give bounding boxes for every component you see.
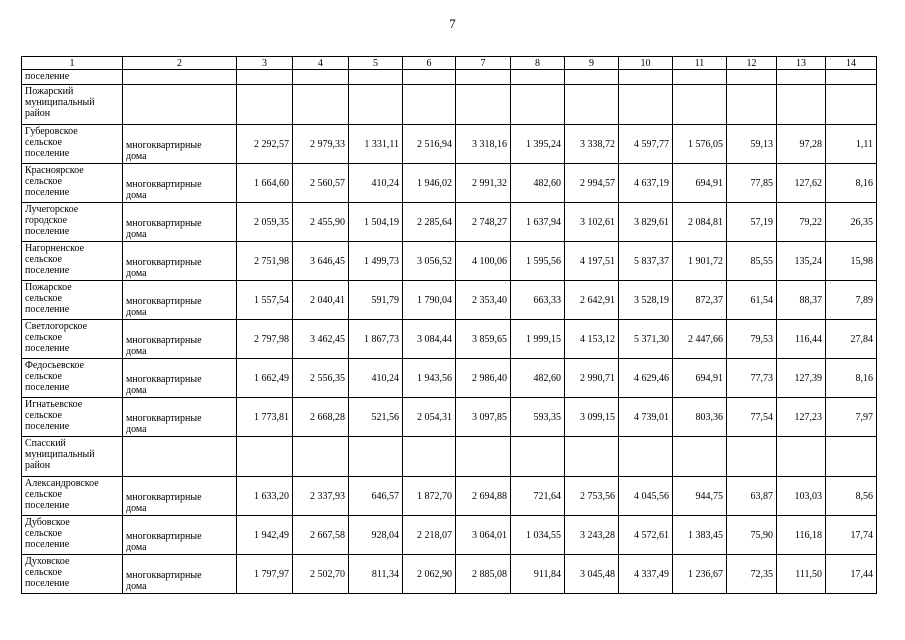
settlement-name-line: Александровское — [25, 478, 99, 489]
value-cell — [565, 437, 619, 477]
value-cell: 77,54 — [727, 398, 777, 437]
value-cell — [511, 70, 565, 85]
housing-type-cell — [123, 477, 237, 516]
value-cell: 85,55 — [727, 242, 777, 281]
value-cell: 944,75 — [673, 477, 727, 516]
value-cell: 3 056,52 — [403, 242, 456, 281]
district-row — [22, 85, 877, 125]
column-header: 6 — [403, 57, 456, 70]
value-cell: 3 097,85 — [456, 398, 511, 437]
value-cell: 410,24 — [349, 164, 403, 203]
value-cell: 721,64 — [511, 477, 565, 516]
housing-type-cell — [123, 437, 237, 477]
value-cell: 1 331,11 — [349, 125, 403, 164]
value-cell: 3 099,15 — [565, 398, 619, 437]
value-cell: 61,54 — [727, 281, 777, 320]
value-cell — [293, 70, 349, 85]
settlement-name-line: поселение — [25, 539, 70, 550]
value-cell: 1 504,19 — [349, 203, 403, 242]
value-cell — [403, 70, 456, 85]
housing-type-cell — [123, 70, 237, 85]
value-cell: 2 516,94 — [403, 125, 456, 164]
value-cell: 77,73 — [727, 359, 777, 398]
housing-type-line: многоквартирные — [126, 257, 202, 268]
value-cell — [349, 70, 403, 85]
housing-type-line: дома — [126, 503, 147, 514]
housing-type-line: дома — [126, 307, 147, 318]
value-cell: 663,33 — [511, 281, 565, 320]
table-row — [22, 359, 877, 398]
continuation-row — [22, 70, 877, 85]
column-header: 12 — [727, 57, 777, 70]
settlement-name-cell — [22, 203, 123, 242]
value-cell — [565, 70, 619, 85]
value-cell: 1 901,72 — [673, 242, 727, 281]
value-cell: 803,36 — [673, 398, 727, 437]
value-cell: 2 353,40 — [456, 281, 511, 320]
housing-type-cell — [123, 320, 237, 359]
value-cell: 3 102,61 — [565, 203, 619, 242]
value-cell: 2 990,71 — [565, 359, 619, 398]
value-cell: 2 455,90 — [293, 203, 349, 242]
table-body — [22, 70, 877, 594]
housing-type-line: дома — [126, 229, 147, 240]
settlement-name-line: сельское — [25, 332, 62, 343]
value-cell: 4 100,06 — [456, 242, 511, 281]
settlement-name-line: сельское — [25, 176, 62, 187]
table-row — [22, 281, 877, 320]
settlement-name-line: сельское — [25, 410, 62, 421]
settlement-name-line: район — [25, 460, 51, 471]
value-cell: 2 059,35 — [237, 203, 293, 242]
settlement-name-cell — [22, 242, 123, 281]
value-cell: 59,13 — [727, 125, 777, 164]
value-cell: 26,35 — [826, 203, 877, 242]
housing-type-cell — [123, 516, 237, 555]
value-cell: 3 045,48 — [565, 555, 619, 594]
settlement-name-line: Пожарский — [25, 86, 74, 97]
value-cell: 3 084,44 — [403, 320, 456, 359]
value-cell: 2 560,57 — [293, 164, 349, 203]
table-row — [22, 477, 877, 516]
value-cell: 2 084,81 — [673, 203, 727, 242]
value-cell: 79,22 — [777, 203, 826, 242]
value-cell — [727, 70, 777, 85]
value-cell: 694,91 — [673, 359, 727, 398]
value-cell — [673, 85, 727, 125]
value-cell — [237, 437, 293, 477]
value-cell: 591,79 — [349, 281, 403, 320]
settlement-name-line: поселение — [25, 382, 70, 393]
housing-type-line: дома — [126, 190, 147, 201]
housing-type-cell — [123, 281, 237, 320]
value-cell: 79,53 — [727, 320, 777, 359]
settlement-name-line: Игнатьевское — [25, 399, 83, 410]
column-header: 8 — [511, 57, 565, 70]
settlement-name-line: сельское — [25, 528, 62, 539]
value-cell: 8,16 — [826, 164, 877, 203]
value-cell: 2 337,93 — [293, 477, 349, 516]
housing-type-line: дома — [126, 268, 147, 279]
housing-type-cell — [123, 85, 237, 125]
settlement-name-cell — [22, 164, 123, 203]
housing-type-line: дома — [126, 346, 147, 357]
value-cell — [349, 85, 403, 125]
value-cell — [511, 85, 565, 125]
value-cell: 72,35 — [727, 555, 777, 594]
settlement-name-line: сельское — [25, 567, 62, 578]
value-cell — [777, 85, 826, 125]
value-cell: 8,56 — [826, 477, 877, 516]
value-cell: 872,37 — [673, 281, 727, 320]
value-cell: 116,44 — [777, 320, 826, 359]
column-header: 10 — [619, 57, 673, 70]
value-cell: 2 062,90 — [403, 555, 456, 594]
value-cell: 4 197,51 — [565, 242, 619, 281]
value-cell: 4 637,19 — [619, 164, 673, 203]
value-cell: 694,91 — [673, 164, 727, 203]
value-cell — [565, 85, 619, 125]
value-cell: 111,50 — [777, 555, 826, 594]
value-cell: 482,60 — [511, 164, 565, 203]
value-cell: 15,98 — [826, 242, 877, 281]
value-cell: 646,57 — [349, 477, 403, 516]
value-cell: 7,89 — [826, 281, 877, 320]
settlement-name-line: Дубовское — [25, 517, 70, 528]
settlement-name-cell — [22, 555, 123, 594]
value-cell: 1 797,97 — [237, 555, 293, 594]
housing-type-line: дома — [126, 424, 147, 435]
value-cell: 1 637,94 — [511, 203, 565, 242]
housing-type-line: многоквартирные — [126, 413, 202, 424]
value-cell: 2 285,64 — [403, 203, 456, 242]
settlement-name-line: поселение — [25, 265, 70, 276]
district-row — [22, 437, 877, 477]
value-cell: 1 395,24 — [511, 125, 565, 164]
value-cell — [456, 85, 511, 125]
value-cell: 2 753,56 — [565, 477, 619, 516]
value-cell: 2 979,33 — [293, 125, 349, 164]
value-cell: 4 739,01 — [619, 398, 673, 437]
settlement-name-line: сельское — [25, 137, 62, 148]
value-cell: 75,90 — [727, 516, 777, 555]
column-header: 7 — [456, 57, 511, 70]
table-row — [22, 164, 877, 203]
value-cell: 4 572,61 — [619, 516, 673, 555]
settlement-name-line: поселение — [25, 421, 70, 432]
settlement-name-cell — [22, 398, 123, 437]
settlement-name-line: Губеровское — [25, 126, 78, 137]
table-row — [22, 320, 877, 359]
table-row — [22, 516, 877, 555]
settlement-name-line: поселение — [25, 187, 70, 198]
value-cell: 410,24 — [349, 359, 403, 398]
settlement-name-line: поселение — [25, 500, 70, 511]
value-cell: 2 040,41 — [293, 281, 349, 320]
value-cell: 3 646,45 — [293, 242, 349, 281]
value-cell: 1 633,20 — [237, 477, 293, 516]
value-cell: 2 054,31 — [403, 398, 456, 437]
settlement-name-line: поселение — [25, 343, 70, 354]
value-cell: 1 576,05 — [673, 125, 727, 164]
value-cell: 2 447,66 — [673, 320, 727, 359]
settlement-name-line: поселение — [25, 226, 70, 237]
value-cell — [403, 437, 456, 477]
value-cell: 1 034,55 — [511, 516, 565, 555]
value-cell: 3 243,28 — [565, 516, 619, 555]
value-cell: 2 994,57 — [565, 164, 619, 203]
settlement-name-line: сельское — [25, 371, 62, 382]
settlement-name-cell — [22, 320, 123, 359]
value-cell: 2 502,70 — [293, 555, 349, 594]
housing-type-cell — [123, 125, 237, 164]
settlement-name-line: Спасский — [25, 438, 66, 449]
value-cell: 57,19 — [727, 203, 777, 242]
housing-type-line: многоквартирные — [126, 335, 202, 346]
value-cell: 2 991,32 — [456, 164, 511, 203]
value-cell — [349, 437, 403, 477]
column-header: 3 — [237, 57, 293, 70]
value-cell: 4 629,46 — [619, 359, 673, 398]
housing-type-line: многоквартирные — [126, 570, 202, 581]
settlement-name-cell — [22, 70, 123, 85]
housing-type-line: дома — [126, 151, 147, 162]
value-cell: 2 986,40 — [456, 359, 511, 398]
value-cell: 2 751,98 — [237, 242, 293, 281]
value-cell: 2 748,27 — [456, 203, 511, 242]
value-cell — [456, 437, 511, 477]
housing-type-cell — [123, 359, 237, 398]
settlement-name-cell — [22, 85, 123, 125]
value-cell — [777, 70, 826, 85]
page-number: 7 — [449, 16, 456, 31]
value-cell: 1 946,02 — [403, 164, 456, 203]
value-cell: 3 528,19 — [619, 281, 673, 320]
value-cell — [673, 70, 727, 85]
value-cell — [826, 437, 877, 477]
settlement-name-cell — [22, 125, 123, 164]
column-header: 5 — [349, 57, 403, 70]
value-cell: 7,97 — [826, 398, 877, 437]
value-cell: 63,87 — [727, 477, 777, 516]
value-cell: 1 943,56 — [403, 359, 456, 398]
value-cell: 17,44 — [826, 555, 877, 594]
settlement-name-line: Лучегорское — [25, 204, 79, 215]
table-row — [22, 555, 877, 594]
value-cell: 8,16 — [826, 359, 877, 398]
value-cell: 88,37 — [777, 281, 826, 320]
value-cell: 2 797,98 — [237, 320, 293, 359]
value-cell: 116,18 — [777, 516, 826, 555]
housing-type-line: многоквартирные — [126, 492, 202, 503]
value-cell: 135,24 — [777, 242, 826, 281]
value-cell: 2 885,08 — [456, 555, 511, 594]
settlement-name-line: Нагорненское — [25, 243, 85, 254]
settlement-name-line: сельское — [25, 293, 62, 304]
settlement-name-cell — [22, 281, 123, 320]
table-row — [22, 203, 877, 242]
value-cell: 4 153,12 — [565, 320, 619, 359]
value-cell: 1,11 — [826, 125, 877, 164]
settlement-name-cell — [22, 516, 123, 555]
housing-type-line: дома — [126, 385, 147, 396]
housing-type-line: многоквартирные — [126, 374, 202, 385]
value-cell: 3 462,45 — [293, 320, 349, 359]
settlement-name-line: Федосьевское — [25, 360, 84, 371]
settlement-name-line: Пожарское — [25, 282, 72, 293]
value-cell: 127,23 — [777, 398, 826, 437]
value-cell: 4 045,56 — [619, 477, 673, 516]
value-cell: 4 337,49 — [619, 555, 673, 594]
value-cell: 1 942,49 — [237, 516, 293, 555]
settlement-name-line: муниципальный — [25, 449, 95, 460]
settlement-name-line: городское — [25, 215, 68, 226]
settlement-name-line: Духовское — [25, 556, 70, 567]
settlement-name-line: Красноярское — [25, 165, 84, 176]
value-cell: 103,03 — [777, 477, 826, 516]
settlement-name-line: сельское — [25, 254, 62, 265]
value-cell: 3 859,65 — [456, 320, 511, 359]
value-cell: 811,34 — [349, 555, 403, 594]
value-cell: 2 667,58 — [293, 516, 349, 555]
settlement-name-line: поселение — [25, 71, 70, 82]
settlement-name-line: Светлогорское — [25, 321, 88, 332]
header-row — [22, 57, 877, 70]
housing-type-line: дома — [126, 542, 147, 553]
column-header: 1 — [22, 57, 123, 70]
value-cell: 127,39 — [777, 359, 826, 398]
table-row — [22, 125, 877, 164]
housing-type-line: многоквартирные — [126, 140, 202, 151]
value-cell: 1 999,15 — [511, 320, 565, 359]
settlement-name-line: муниципальный — [25, 97, 95, 108]
settlement-name-line: район — [25, 108, 51, 119]
value-cell: 2 668,28 — [293, 398, 349, 437]
settlement-name-line: поселение — [25, 148, 70, 159]
value-cell — [237, 85, 293, 125]
value-cell — [619, 437, 673, 477]
housing-type-line: многоквартирные — [126, 179, 202, 190]
value-cell: 1 867,73 — [349, 320, 403, 359]
value-cell: 482,60 — [511, 359, 565, 398]
housing-type-cell — [123, 242, 237, 281]
value-cell: 1 872,70 — [403, 477, 456, 516]
value-cell: 97,28 — [777, 125, 826, 164]
column-header: 9 — [565, 57, 619, 70]
value-cell — [826, 70, 877, 85]
value-cell: 3 318,16 — [456, 125, 511, 164]
value-cell — [727, 85, 777, 125]
value-cell: 127,62 — [777, 164, 826, 203]
value-cell — [777, 437, 826, 477]
value-cell: 593,35 — [511, 398, 565, 437]
value-cell: 1 773,81 — [237, 398, 293, 437]
value-cell: 5 371,30 — [619, 320, 673, 359]
column-header: 2 — [123, 57, 237, 70]
value-cell — [619, 85, 673, 125]
value-cell — [673, 437, 727, 477]
column-header: 13 — [777, 57, 826, 70]
value-cell: 1 383,45 — [673, 516, 727, 555]
value-cell: 1 236,67 — [673, 555, 727, 594]
value-cell — [511, 437, 565, 477]
value-cell: 911,84 — [511, 555, 565, 594]
value-cell: 4 597,77 — [619, 125, 673, 164]
value-cell — [727, 437, 777, 477]
housing-type-line: дома — [126, 581, 147, 592]
value-cell: 5 837,37 — [619, 242, 673, 281]
settlement-name-cell — [22, 359, 123, 398]
value-cell: 1 662,49 — [237, 359, 293, 398]
value-cell: 1 790,04 — [403, 281, 456, 320]
value-cell: 3 064,01 — [456, 516, 511, 555]
value-cell: 1 557,54 — [237, 281, 293, 320]
value-cell: 1 499,73 — [349, 242, 403, 281]
value-cell — [237, 70, 293, 85]
value-cell — [826, 85, 877, 125]
value-cell: 521,56 — [349, 398, 403, 437]
value-cell: 1 664,60 — [237, 164, 293, 203]
housing-type-line: многоквартирные — [126, 218, 202, 229]
housing-type-cell — [123, 398, 237, 437]
value-cell — [403, 85, 456, 125]
value-cell: 17,74 — [826, 516, 877, 555]
value-cell: 27,84 — [826, 320, 877, 359]
settlement-name-cell — [22, 477, 123, 516]
data-table — [21, 56, 877, 594]
value-cell: 77,85 — [727, 164, 777, 203]
value-cell — [619, 70, 673, 85]
settlement-name-line: поселение — [25, 304, 70, 315]
value-cell: 928,04 — [349, 516, 403, 555]
housing-type-line: многоквартирные — [126, 531, 202, 542]
settlement-name-line: сельское — [25, 489, 62, 500]
value-cell — [293, 437, 349, 477]
housing-type-cell — [123, 555, 237, 594]
column-header: 14 — [826, 57, 877, 70]
value-cell: 2 694,88 — [456, 477, 511, 516]
value-cell: 2 556,35 — [293, 359, 349, 398]
housing-type-cell — [123, 164, 237, 203]
value-cell: 1 595,56 — [511, 242, 565, 281]
value-cell: 3 829,61 — [619, 203, 673, 242]
value-cell — [456, 70, 511, 85]
value-cell: 2 642,91 — [565, 281, 619, 320]
column-header: 11 — [673, 57, 727, 70]
value-cell: 2 292,57 — [237, 125, 293, 164]
value-cell — [293, 85, 349, 125]
settlement-name-cell — [22, 437, 123, 477]
table-row — [22, 398, 877, 437]
settlement-name-line: поселение — [25, 578, 70, 589]
column-header: 4 — [293, 57, 349, 70]
table-row — [22, 242, 877, 281]
housing-type-cell — [123, 203, 237, 242]
housing-type-line: многоквартирные — [126, 296, 202, 307]
value-cell: 3 338,72 — [565, 125, 619, 164]
value-cell: 2 218,07 — [403, 516, 456, 555]
